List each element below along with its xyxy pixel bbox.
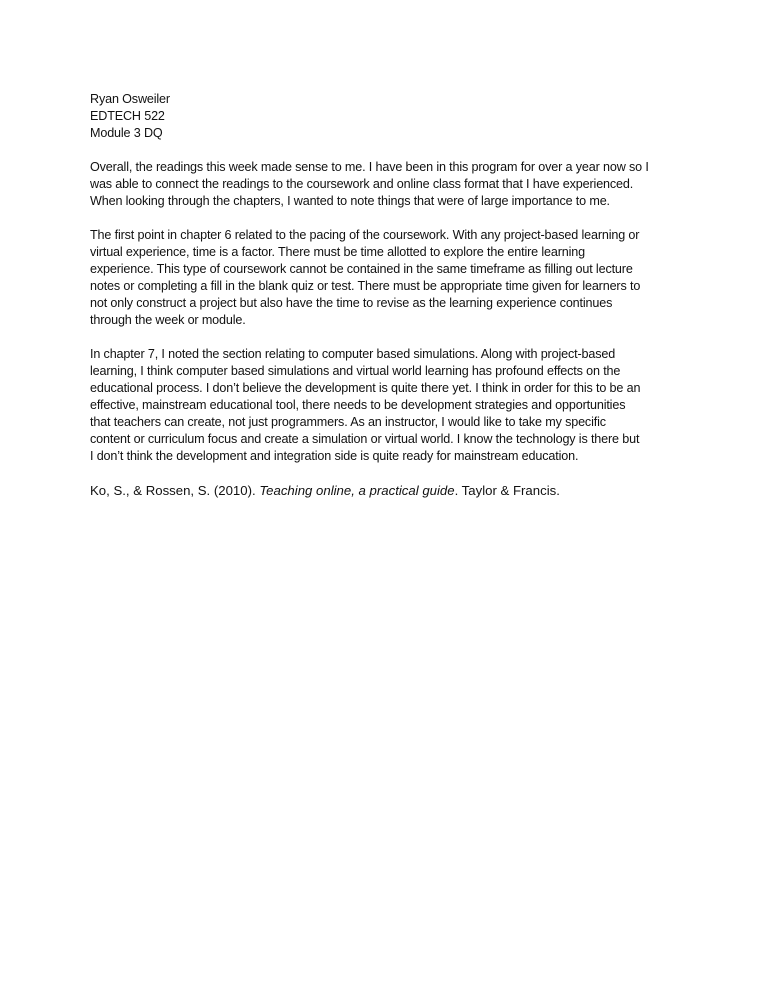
assignment-title: Module 3 DQ (90, 126, 163, 140)
document-body (90, 91, 682, 500)
paragraph-line: educational process. I don’t believe the development is quite there yet. I think in order for this to be an (90, 381, 641, 395)
paragraph-line: When looking through the chapters, I wanted to note things that were of large importance to me. (90, 194, 610, 208)
paragraph-line: Overall, the readings this week made sense to me. I have been in this program for over a year now so I (90, 160, 649, 174)
paragraph-line: notes or completing a fill in the blank quiz or test. There must be appropriate time given for learners to (90, 279, 641, 293)
document-header (90, 91, 682, 142)
paragraph-line: through the week or module. (90, 313, 246, 327)
paragraph-line: In chapter 7, I noted the section relating to computer based simulations. Along with project-based (90, 347, 616, 361)
paragraph-chapter-6 (90, 227, 682, 329)
course-code: EDTECH 522 (90, 109, 165, 123)
paragraph-line: experience. This type of coursework cannot be contained in the same timeframe as filling out lecture (90, 262, 633, 276)
paragraph-line: effective, mainstream educational tool, there needs to be development strategies and opportunities (90, 398, 626, 412)
paragraph-line: not only construct a project but also have the time to revise as the learning experience continues (90, 296, 613, 310)
paragraph-intro (90, 159, 682, 210)
paragraph-line: The first point in chapter 6 related to the pacing of the coursework. With any project-based learning or (90, 228, 640, 242)
author-name: Ryan Osweiler (90, 92, 170, 106)
paragraph-chapter-7 (90, 346, 682, 465)
paragraph-line: I don’t think the development and integration side is quite ready for mainstream education. (90, 449, 579, 463)
paragraph-line: learning, I think computer based simulations and virtual world learning has profound effects on the (90, 364, 621, 378)
citation-authors-year: Ko, S., & Rossen, S. (2010). (90, 483, 260, 498)
paragraph-line: that teachers can create, not just programmers. As an instructor, I would like to take my specific (90, 415, 606, 429)
citation-publisher: . Taylor & Francis. (454, 483, 560, 498)
paragraph-line: virtual experience, time is a factor. There must be time allotted to explore the entire learning (90, 245, 585, 259)
paragraph-line: content or curriculum focus and create a simulation or virtual world. I know the technology is there but (90, 432, 640, 446)
reference-citation (90, 482, 682, 500)
citation-title: Teaching online, a practical guide (259, 483, 455, 498)
paragraph-line: was able to connect the readings to the coursework and online class format that I have experienced. (90, 177, 634, 191)
